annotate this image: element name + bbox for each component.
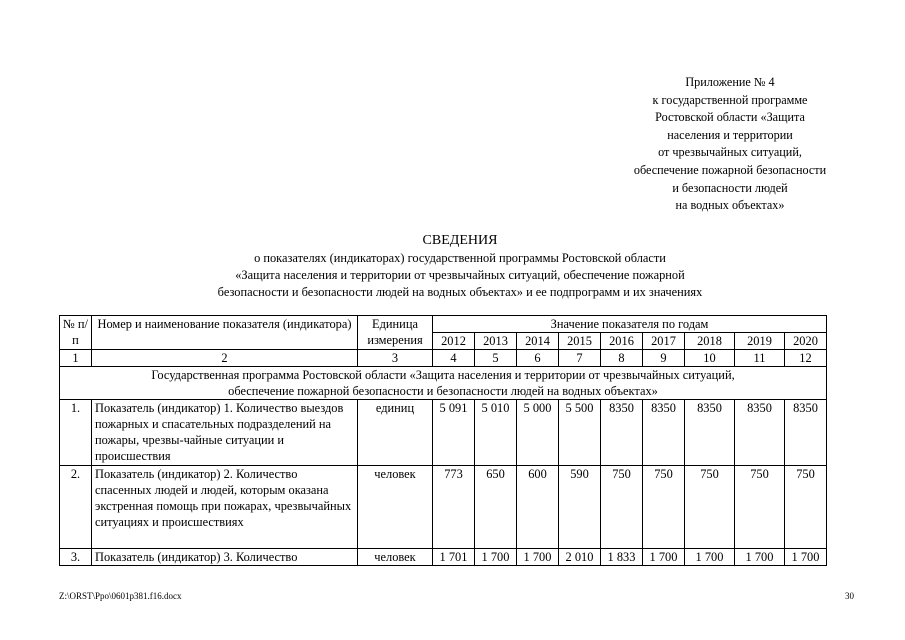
row-value: 1 700 <box>643 549 685 566</box>
col-number: 10 <box>685 350 735 367</box>
row-value: 773 <box>433 466 475 549</box>
appendix-line: от чрезвычайных ситуаций, <box>658 145 802 160</box>
header-num: № п/п <box>60 316 92 350</box>
header-year: 2019 <box>735 333 785 350</box>
row-value: 5 091 <box>433 400 475 466</box>
row-value: 590 <box>559 466 601 549</box>
row-num: 3. <box>60 549 92 566</box>
col-number: 3 <box>358 350 433 367</box>
row-unit: человек <box>358 466 433 549</box>
appendix-line: обеспечение пожарной безопасности <box>633 162 827 177</box>
row-unit: человек <box>358 549 433 566</box>
header-unit: Единица измерения <box>358 316 433 350</box>
col-number: 8 <box>601 350 643 367</box>
row-value: 2 010 <box>559 549 601 566</box>
row-value: 1 833 <box>601 549 643 566</box>
row-name: Показатель (индикатор) 1. Количество выездов пожарных и спасательных подразделений на пожары, чрезвы-чайные ситуации и происшествия <box>92 400 358 466</box>
document-title: СВЕДЕНИЯ <box>422 233 498 248</box>
row-value: 750 <box>601 466 643 549</box>
appendix-line: на водных объектах» <box>675 198 785 213</box>
section-title: Государственная программа Ростовской области «Защита населения и территории от чрезвычайных ситуаций, обеспечение пожарной безопасности и безопасности людей на водных объектах» <box>60 367 827 400</box>
appendix-line: к государственной программе <box>652 92 808 107</box>
row-value: 650 <box>475 466 517 549</box>
row-value: 8350 <box>735 400 785 466</box>
row-name: Показатель (индикатор) 3. Количество <box>92 549 358 566</box>
heading-line: о показателях (индикаторах) государственной программы Ростовской области <box>254 251 666 265</box>
row-value: 1 700 <box>685 549 735 566</box>
row-value: 750 <box>685 466 735 549</box>
row-name: Показатель (индикатор) 2. Количество спасенных людей и людей, которым оказана экстренная помощь при пожарах, чрезвычайных ситуациях и происшествиях <box>92 466 358 549</box>
col-number: 11 <box>735 350 785 367</box>
header-year: 2016 <box>601 333 643 350</box>
col-number: 4 <box>433 350 475 367</box>
indicators-table <box>59 315 827 566</box>
header-values-group: Значение показателя по годам <box>433 316 827 333</box>
row-value: 750 <box>643 466 685 549</box>
row-value: 600 <box>517 466 559 549</box>
col-number: 9 <box>643 350 685 367</box>
header-year: 2017 <box>643 333 685 350</box>
row-value: 8350 <box>685 400 735 466</box>
document-heading <box>150 232 770 301</box>
row-value: 8350 <box>785 400 827 466</box>
appendix-note <box>595 74 865 215</box>
row-value: 5 000 <box>517 400 559 466</box>
row-value: 750 <box>735 466 785 549</box>
table-row <box>60 466 827 549</box>
row-num: 2. <box>60 466 92 549</box>
appendix-line: населения и территории <box>667 127 793 142</box>
table-row <box>60 400 827 466</box>
table-row <box>60 549 827 566</box>
row-value: 8350 <box>643 400 685 466</box>
row-value: 1 700 <box>517 549 559 566</box>
col-number: 1 <box>60 350 92 367</box>
row-value: 1 700 <box>785 549 827 566</box>
heading-line: безопасности и безопасности людей на водных объектах» и ее подпрограмм и их значениях <box>217 285 703 299</box>
row-value: 5 500 <box>559 400 601 466</box>
header-year: 2018 <box>685 333 735 350</box>
page-number: 30 <box>845 591 854 601</box>
header-name: Номер и наименование показателя (индикатора) <box>92 316 358 350</box>
col-number: 5 <box>475 350 517 367</box>
file-path: Z:\ORST\Ppo\0601p381.f16.docx <box>59 591 182 601</box>
col-number: 6 <box>517 350 559 367</box>
col-number: 12 <box>785 350 827 367</box>
header-year: 2014 <box>517 333 559 350</box>
header-year: 2012 <box>433 333 475 350</box>
row-value: 5 010 <box>475 400 517 466</box>
row-num: 1. <box>60 400 92 466</box>
row-value: 1 700 <box>475 549 517 566</box>
appendix-line: Ростовской области «Защита <box>655 110 805 125</box>
row-value: 1 700 <box>735 549 785 566</box>
header-year: 2020 <box>785 333 827 350</box>
row-value: 1 701 <box>433 549 475 566</box>
appendix-line: Приложение № 4 <box>685 75 775 89</box>
header-year: 2013 <box>475 333 517 350</box>
appendix-line: и безопасности людей <box>672 180 788 195</box>
row-value: 750 <box>785 466 827 549</box>
col-number: 7 <box>559 350 601 367</box>
row-unit: единиц <box>358 400 433 466</box>
header-year: 2015 <box>559 333 601 350</box>
row-value: 8350 <box>601 400 643 466</box>
heading-line: «Защита населения и территории от чрезвычайных ситуаций, обеспечение пожарной <box>235 268 685 282</box>
col-number: 2 <box>92 350 358 367</box>
